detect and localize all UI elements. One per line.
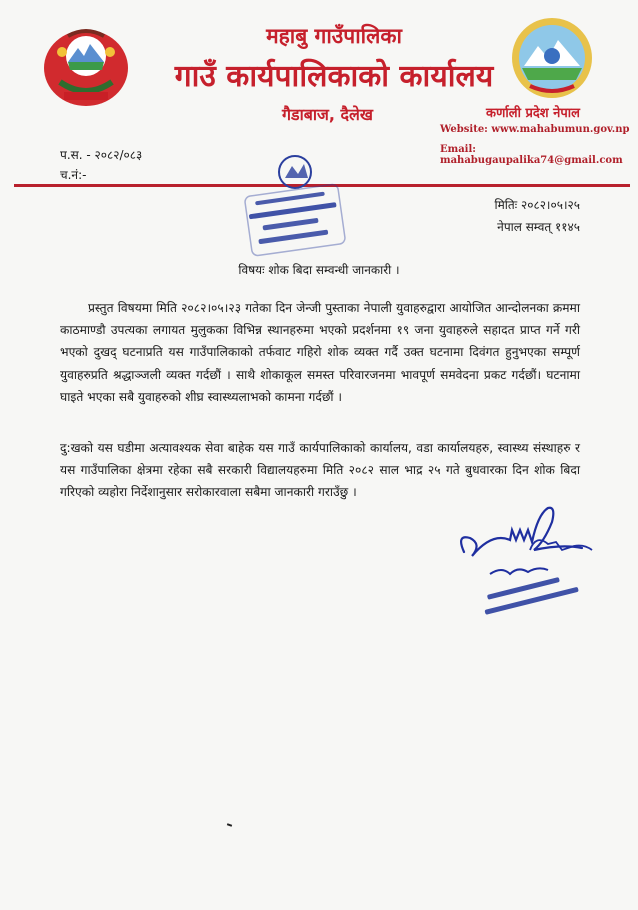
letterhead-address: गैडाबाज, दैलेख [282,105,373,124]
letterhead-website: Website: www.mahabumun.gov.np [440,124,630,135]
nepal-sambat-date: नेपाल सम्वत् ११४५ [497,220,580,234]
reference-number: प.स. - २०८२/०८३ [60,148,143,162]
office-stamp [240,150,350,260]
body-paragraph-2: दु:खको यस घडीमा अत्यावश्यक सेवा बाहेक यस गाउँ कार्यपालिकाको कार्यालय, वडा कार्यालयहरु, स्वास्थ्य संस्थाहरु र यस गाउँपालिका क्षेत्रमा रहेका सबै सरकारी विद्यालयहरुमा मिति २०८२ साल भाद्र २५ गते बुधवारका दिन शोक बिदा गरिएको व्यहोरा निर्देशानुसार सरोकारवाला सबैमा जानकारी गराउँछु । [60,441,580,500]
scan-speck [227,823,232,827]
letter-subject: विषयः शोक बिदा सम्वन्धी जानकारी । [238,263,400,277]
letterhead-email: Email: mahabugaupalika74@gmail.com [440,144,623,166]
letterhead-municipality-name: महाबु गाउँपालिका [266,23,402,48]
letterhead-office-name: गाउँ कार्यपालिकाको कार्यालय [174,59,494,94]
letter-date: मितिः २०८२।०५।२५ [494,198,580,212]
body-paragraph-1: प्रस्तुत विषयमा मिति २०८२।०५।२३ गतेका दिन जेन्जी पुस्ताका नेपाली युवाहरुद्वारा आयोजित आन्दोलनका क्रममा काठमाण्डौ उपत्यका लगायत मुलुकका विभिन्न स्थानहरुमा भएको प्रदर्शनमा १९ जना युवाहरुले सहादत प्राप्त गर्ने गरी भएको दुखद् घटनाप्रति यस गाउँपालिकाको तर्फवाट गहिरो शोक व्यक्त गर्दै उक्त घटनामा दिवंगत हुनुभएका सम्पूर्ण युवाहरुप्रति श्रद्धाञ्जली व्यक्त गर्दछौं । साथै शोकाकूल समस्त परिवारजनमा भावपूर्ण समवेदना प्रकट गर्दछौं। घटनामा घाइते भएका सबै युवाहरुको शीघ्र स्वास्थ्यलाभको कामना गर्दछौं । [60,301,580,404]
letterhead-province: कर्णाली प्रदेश नेपाल [486,106,580,121]
dispatch-number: च.नं:- [60,168,87,182]
signature-block [452,504,602,616]
